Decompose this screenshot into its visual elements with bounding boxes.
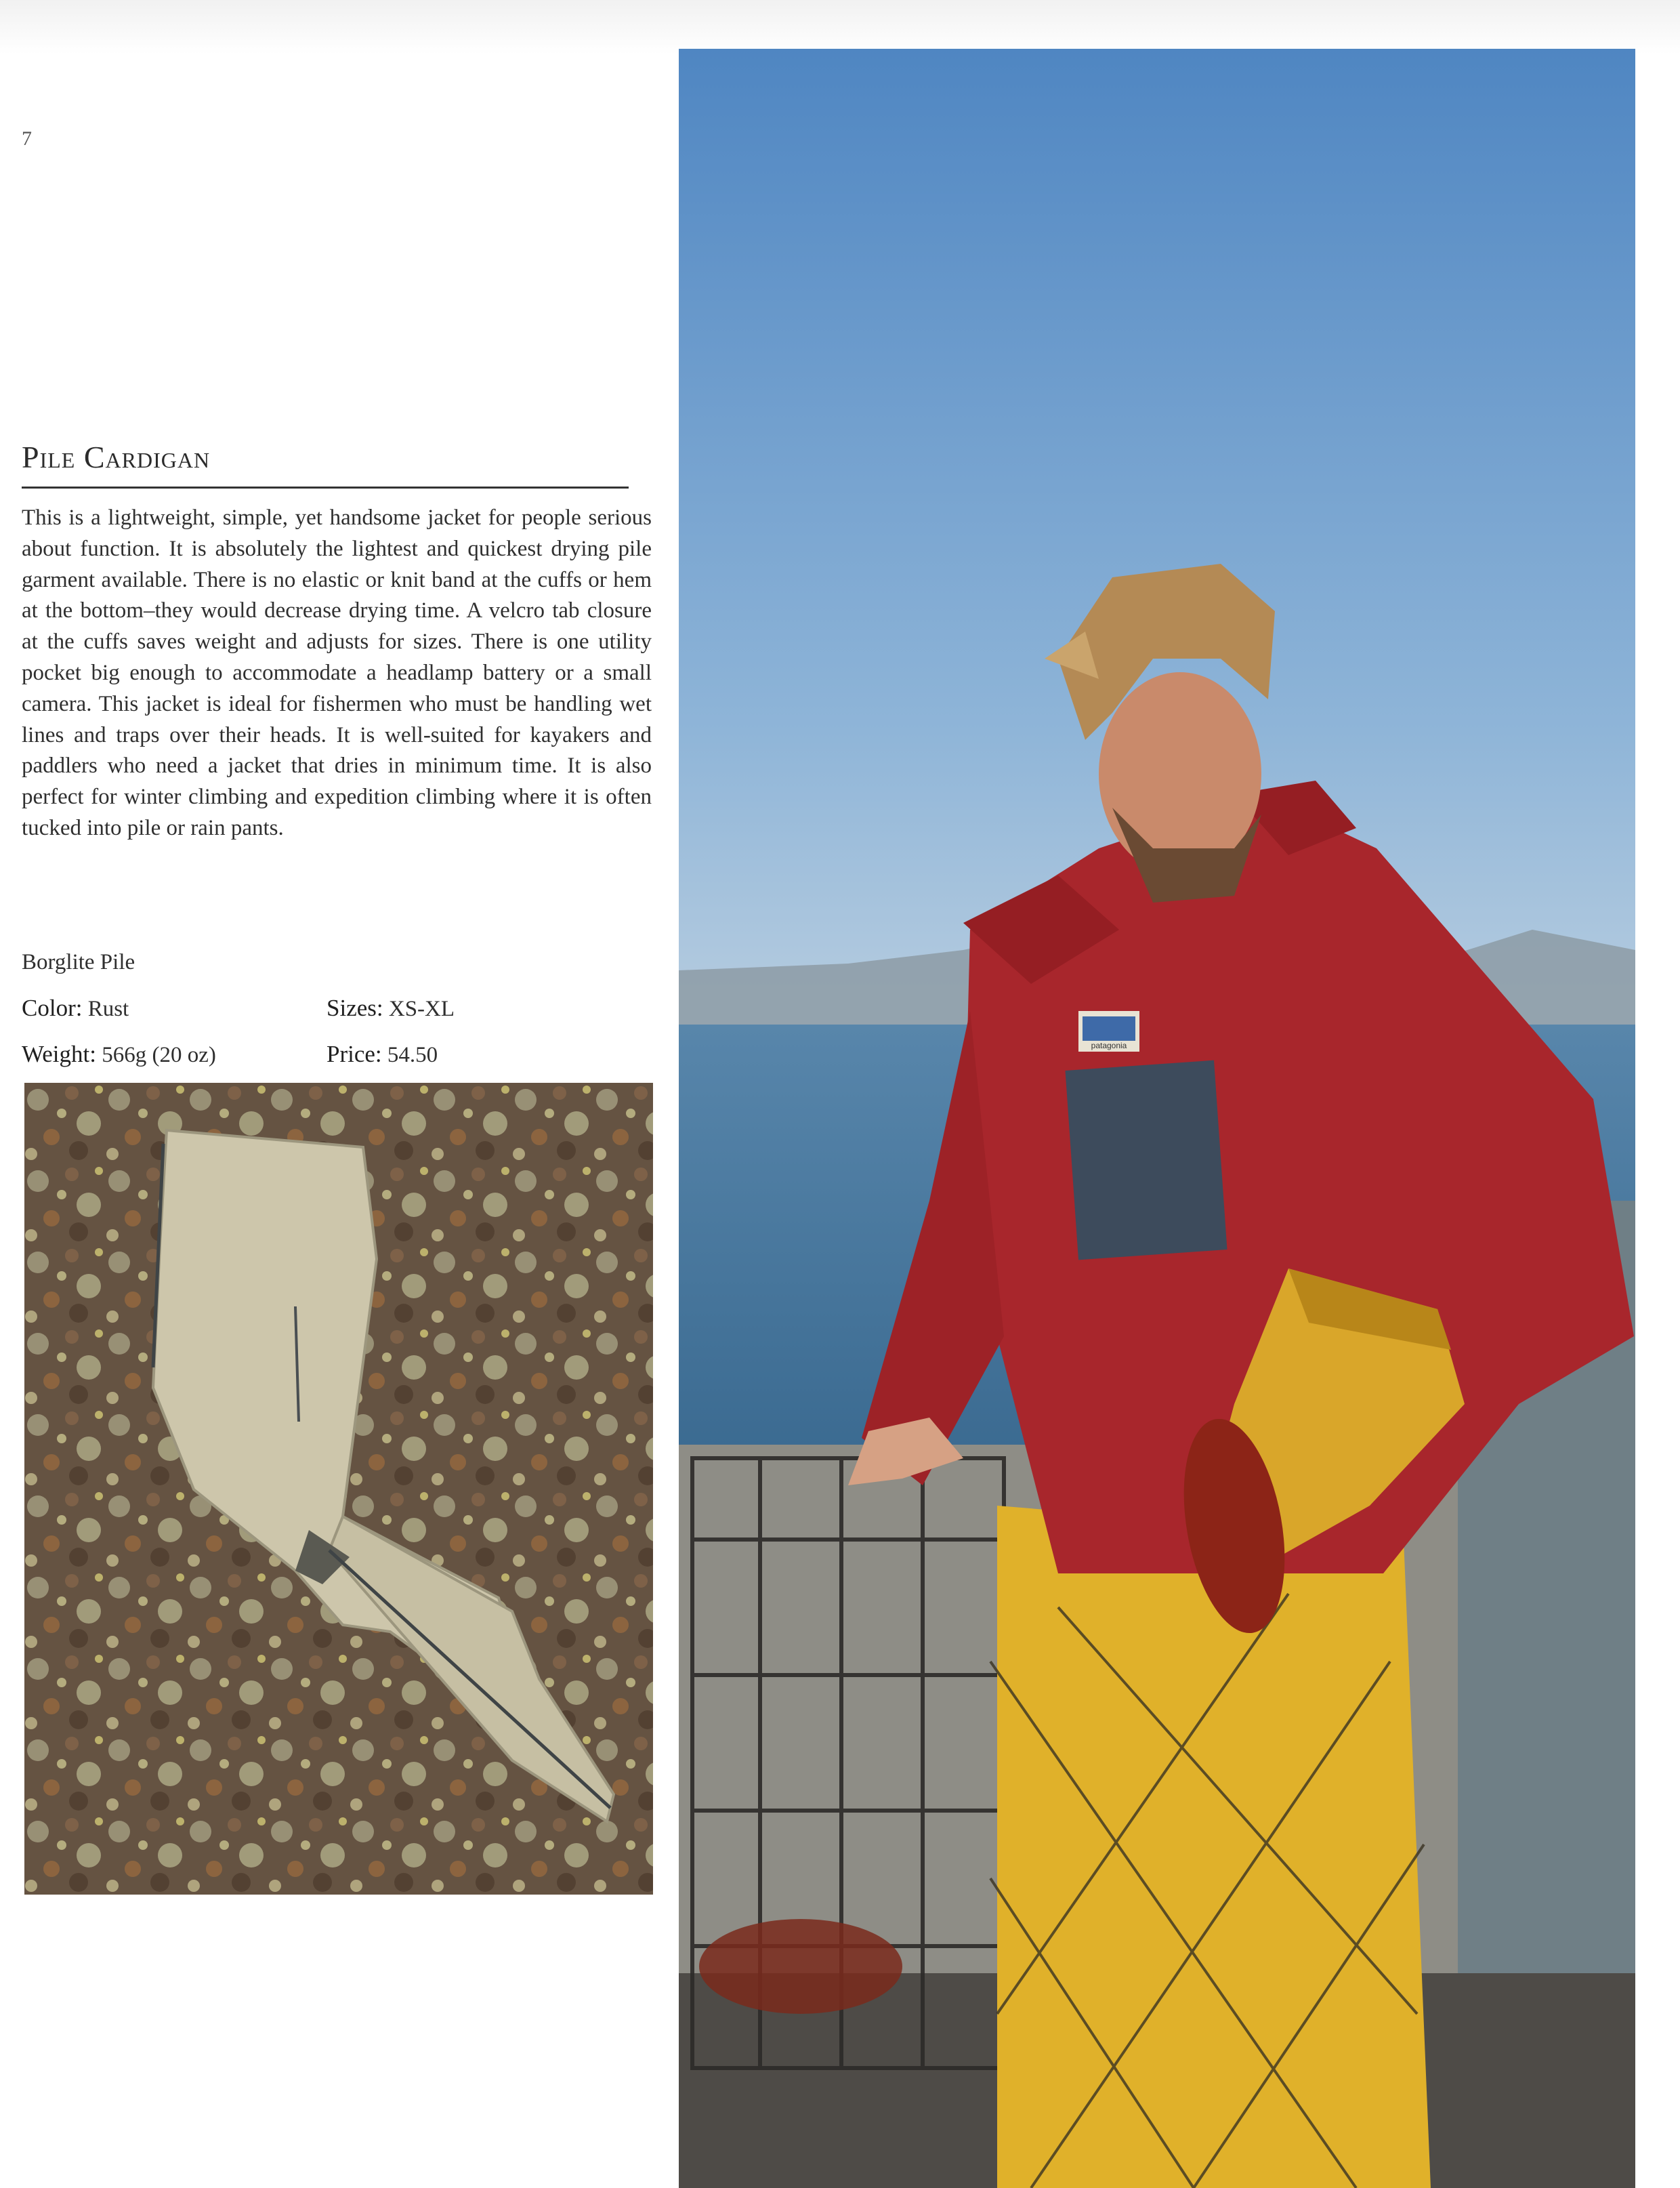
spec-price-label: Price:	[327, 1041, 382, 1067]
page-edge-shade	[0, 0, 1680, 54]
title-rule	[22, 487, 629, 489]
spec-weight	[22, 1041, 216, 1068]
spec-sizes	[327, 995, 455, 1022]
spec-sizes-value: XS-XL	[388, 997, 455, 1021]
material-name: Borglite Pile	[22, 950, 135, 974]
spec-color-value: Rust	[87, 997, 129, 1021]
spec-price-value: 54.50	[387, 1043, 438, 1067]
product-title: Pile Cardigan	[22, 440, 211, 474]
spec-price	[327, 1041, 438, 1068]
spec-color-label: Color:	[22, 995, 83, 1021]
product-photo	[24, 1083, 653, 1895]
page-number: 7	[22, 127, 32, 150]
product-description: This is a lightweight, simple, yet handsome jacket for people serious about function. It is absolutely the lightest and quickest drying pile garment available. There is no elastic or knit band at the cuffs or hem at the bottom–they would decrease drying time. A velcro tab closure at the cuffs saves weight and adjusts for sizes. There is one utility pocket big enough to accommodate a headlamp battery or a small camera. This jacket is ideal for fishermen who must be handling wet lines and traps over their heads. It is well-suited for kayakers and paddlers who need a jacket that dries in minimum time. It is also perfect for winter climbing and expedition climbing where it is often tucked into pile or rain pants.	[22, 505, 652, 840]
spec-color	[22, 995, 129, 1022]
spec-sizes-label: Sizes:	[327, 995, 383, 1021]
jacket-logo-text: patagonia	[1091, 1041, 1127, 1050]
spec-weight-value: 566g (20 oz)	[102, 1043, 216, 1067]
spec-weight-label: Weight:	[22, 1041, 96, 1067]
main-photo	[679, 49, 1635, 2188]
